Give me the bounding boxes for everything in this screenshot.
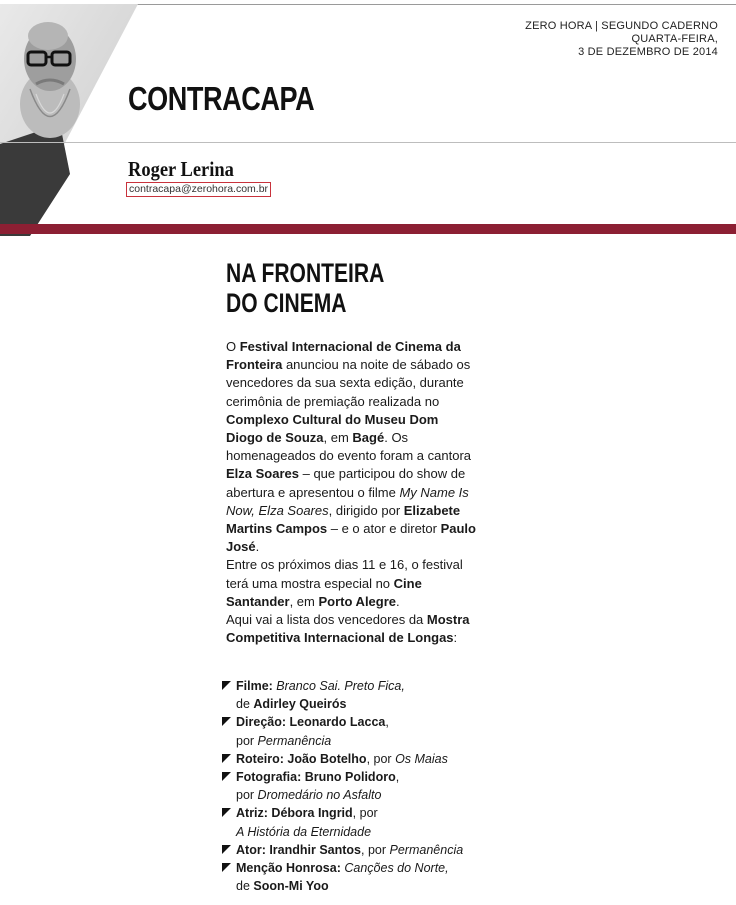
bullet-triangle-icon [222, 772, 231, 781]
bullet-triangle-icon [222, 681, 231, 690]
bullet-triangle-icon [222, 754, 231, 763]
columnist-photo [0, 4, 150, 236]
list-item: Menção Honrosa: Canções do Norte, de Soon-Mi Yoo [222, 859, 522, 895]
section-title: CONTRACAPA [128, 80, 315, 117]
paragraph: O Festival Internacional de Cinema da Fronteira anunciou na noite de sábado os vencedores da sua sexta edição, durante cerimônia de premiação realizada no Complexo Cultural do Museu Dom Diogo de Souza, em Bagé. Os homenageados do evento foram a cantora Elza Soares – que participou do show de abertura e apresentou o filme My Name Is Now, Elza Soares, dirigido por Elizabete Martins Campos – e o ator e diretor Paulo José. [226, 339, 476, 555]
list-item: Ator: Irandhir Santos, por Permanência [222, 841, 522, 859]
list-item: Fotografia: Bruno Polidoro, por Dromedário no Asfalto [222, 768, 522, 804]
dateline-line: ZERO HORA | SEGUNDO CADERNO [525, 20, 718, 32]
section-color-bar [0, 224, 736, 234]
headline-line: DO CINEMA [226, 288, 347, 318]
dateline-line: 3 DE DEZEMBRO DE 2014 [578, 46, 718, 58]
article-headline [226, 258, 384, 318]
paragraph: Aqui vai a lista dos vencedores da Mostra Competitiva Internacional de Longas: [226, 612, 470, 646]
list-item: Atriz: Débora Ingrid, por A História da Eternidade [222, 804, 522, 840]
list-item: Filme: Branco Sai. Preto Fica, de Adirley Queirós [222, 677, 522, 713]
list-item: Direção: Leonardo Lacca, por Permanência [222, 713, 522, 749]
article-body [226, 338, 476, 647]
author-email-link[interactable]: contracapa@zerohora.com.br [126, 182, 271, 197]
author-name: Roger Lerina [128, 157, 234, 181]
headline-line: NA FRONTEIRA [226, 258, 385, 288]
list-item: Roteiro: João Botelho, por Os Maias [222, 750, 522, 768]
bullet-triangle-icon [222, 845, 231, 854]
bullet-triangle-icon [222, 863, 231, 872]
dateline [525, 20, 718, 59]
header-divider [0, 142, 736, 143]
bullet-triangle-icon [222, 808, 231, 817]
dateline-line: QUARTA-FEIRA, [631, 33, 718, 45]
paragraph: Entre os próximos dias 11 e 16, o festival terá uma mostra especial no Cine Santander, em Porto Alegre. [226, 557, 463, 609]
bullet-triangle-icon [222, 717, 231, 726]
awards-list [222, 677, 522, 895]
